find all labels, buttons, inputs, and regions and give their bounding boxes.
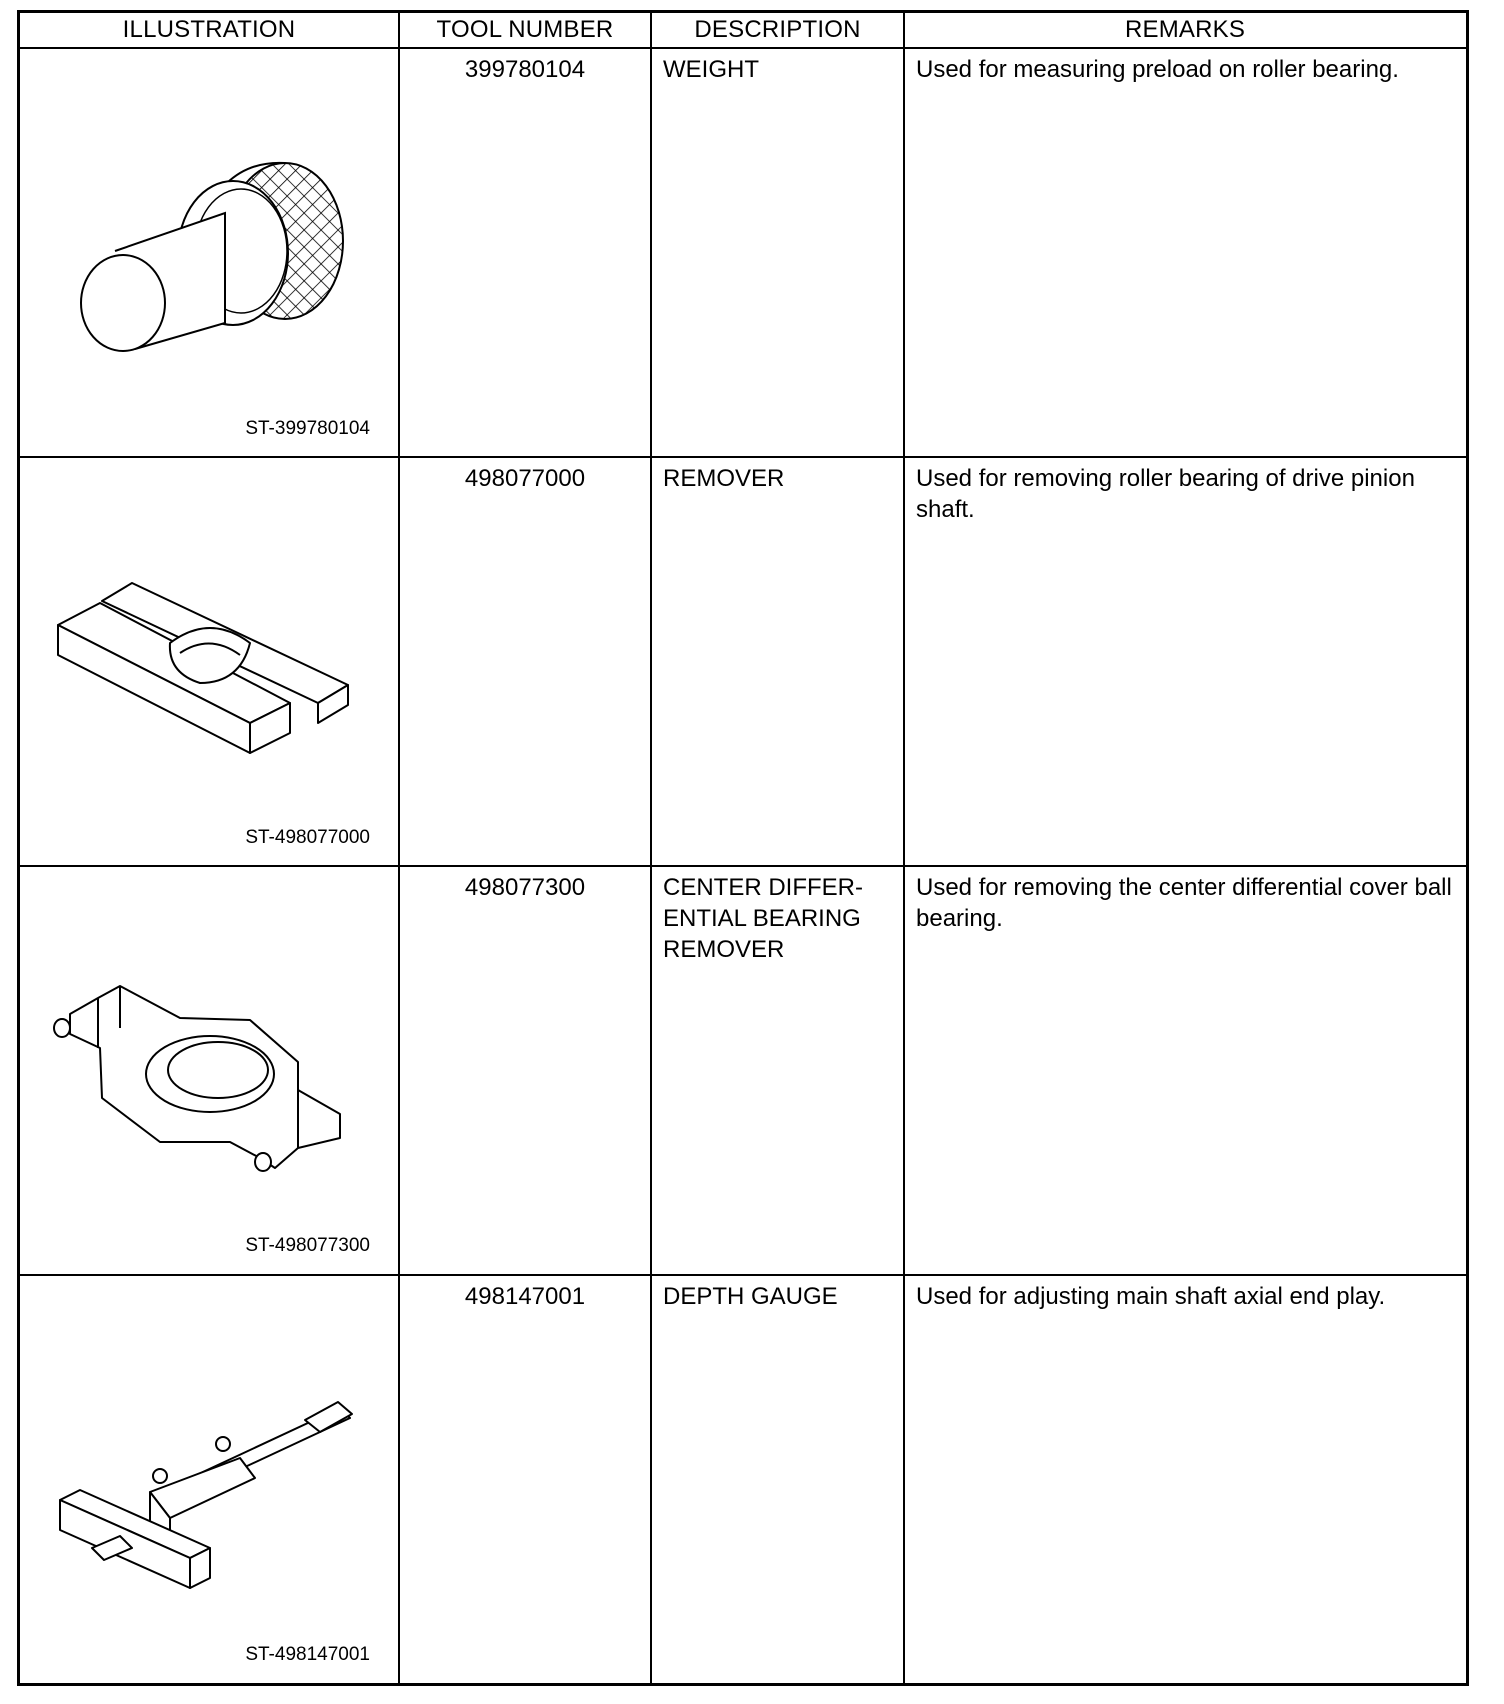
illustration-code: ST-498077300 xyxy=(245,1235,370,1256)
header-remarks: REMARKS xyxy=(1124,16,1246,43)
column-divider xyxy=(650,13,652,1683)
description: REMOVER xyxy=(663,465,785,492)
header-tool-number: TOOL NUMBER xyxy=(436,16,614,43)
header-divider xyxy=(20,47,1466,49)
description: WEIGHT xyxy=(663,56,759,83)
row-divider xyxy=(20,456,1466,458)
remarks: Used for adjusting main shaft axial end play. xyxy=(916,1283,1386,1310)
illustration-code: ST-399780104 xyxy=(245,418,370,439)
tool-number: 498147001 xyxy=(464,1283,586,1310)
column-divider xyxy=(903,13,905,1683)
knurled-weight-icon xyxy=(75,153,355,373)
tool-number: 498077300 xyxy=(464,874,586,901)
description: CENTER DIFFER- ENTIAL BEARING REMOVER xyxy=(663,874,863,963)
remarks: Used for removing the center differential cover ball bearing. xyxy=(916,874,1452,932)
row-divider xyxy=(20,865,1466,867)
header-description: DESCRIPTION xyxy=(694,16,861,43)
depth-gauge-icon xyxy=(40,1388,380,1608)
description: DEPTH GAUGE xyxy=(663,1283,838,1310)
split-plate-remover-icon xyxy=(50,573,370,783)
remarks: Used for removing roller bearing of drive pinion shaft. xyxy=(916,465,1415,523)
header-illustration: ILLUSTRATION xyxy=(122,16,296,43)
bearing-remover-clamp-icon xyxy=(50,978,370,1208)
tool-number: 399780104 xyxy=(464,56,586,83)
row-divider xyxy=(20,1274,1466,1276)
tool-number: 498077000 xyxy=(464,465,586,492)
remarks: Used for measuring preload on roller bearing. xyxy=(916,56,1399,83)
column-divider xyxy=(398,13,400,1683)
illustration-code: ST-498077000 xyxy=(245,827,370,848)
special-tools-table xyxy=(17,10,1469,1686)
illustration-code: ST-498147001 xyxy=(245,1644,370,1665)
